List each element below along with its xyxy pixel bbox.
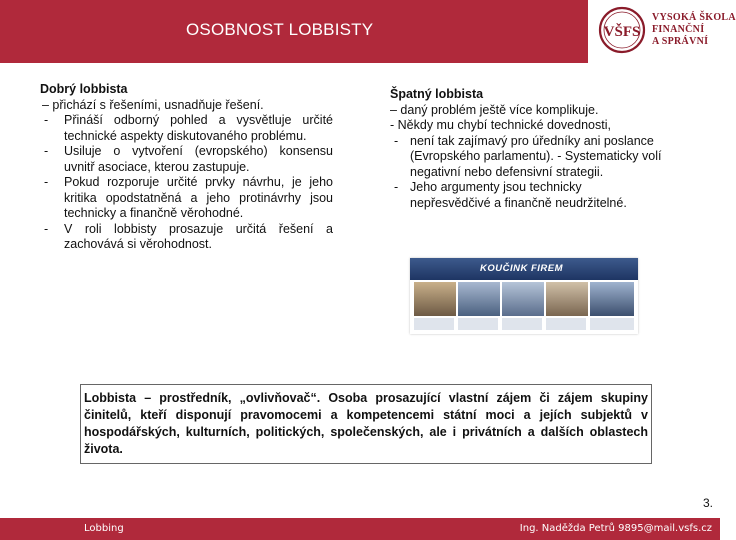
logo-line-3: A SPRÁVNÍ bbox=[652, 36, 709, 47]
school-logo bbox=[594, 4, 736, 60]
vsfs-logo-mark bbox=[598, 6, 646, 54]
list-item: - není tak zajímavý pro úředníky ani poslance (Evropského parlamentu). - Systematicky volí negativní nebo defensivní strategii. bbox=[390, 134, 662, 181]
image-tile bbox=[414, 282, 456, 316]
image-tile bbox=[458, 282, 500, 316]
logo-mark-text: VŠFS bbox=[603, 24, 641, 40]
logo-text bbox=[652, 12, 736, 48]
coaching-image bbox=[410, 258, 638, 334]
bad-lobbyist-section bbox=[390, 87, 662, 211]
list-item: - Pokud rozporuje určité prvky návrhu, je jeho kritika opodstatněná a jeho protinávrhy jsou technicky a finančně věrohodné. bbox=[40, 175, 333, 222]
image-banner-text: KOUČINK FIREM bbox=[480, 263, 564, 274]
image-caption-strip bbox=[502, 318, 542, 330]
good-lobbyist-heading: Dobrý lobbista bbox=[40, 82, 128, 96]
good-lobbyist-section bbox=[40, 82, 333, 253]
footer-author: Ing. Naděžda Petrů 9895@mail.vsfs.cz bbox=[519, 523, 712, 534]
definition-box: Lobbista – prostředník, „ovlivňovač“. Osoba prosazující vlastní zájem či zájem skupiny činitelů, kteří disponují pravomocemi a kompetencemi státní moci a jejích subjektů v hospodářských, kulturních, politických, společenských, ale i privátních a dalších oblastech života. bbox=[80, 384, 652, 464]
image-caption-strip bbox=[590, 318, 634, 330]
image-banner bbox=[410, 258, 638, 280]
footer-topic: Lobbing bbox=[84, 523, 124, 534]
list-item: - Jeho argumenty jsou technicky nepřesvědčivé a finančně neudržitelné. bbox=[390, 180, 662, 211]
good-lobbyist-list bbox=[40, 113, 333, 253]
bad-lobbyist-list bbox=[390, 134, 662, 212]
image-tile bbox=[590, 282, 634, 316]
logo-line-2: FINANČNÍ bbox=[652, 24, 705, 35]
list-item: - Usiluje o vytvoření (evropského) konsensu uvnitř asociace, kterou zastupuje. bbox=[40, 144, 333, 175]
bad-lobbyist-line-2: - Někdy mu chybí technické dovednosti, bbox=[390, 118, 611, 132]
good-lobbyist-intro: – přichází s řešeními, usnadňuje řešení. bbox=[42, 97, 264, 112]
list-item: - Přináší odborný pohled a vysvětluje určité technické aspekty diskutovaného problému. bbox=[40, 113, 333, 144]
page-number: 3. bbox=[703, 496, 714, 510]
image-tile bbox=[546, 282, 588, 316]
footer-bar bbox=[0, 518, 720, 540]
image-caption-strip bbox=[458, 318, 498, 330]
image-tile bbox=[502, 282, 544, 316]
list-item: - V roli lobbisty prosazuje určitá řešení a zachovává si věrohodnost. bbox=[40, 222, 333, 253]
bad-lobbyist-heading: Špatný lobbista bbox=[390, 87, 484, 101]
bad-lobbyist-intro: – daný problém ještě více komplikuje. bbox=[390, 102, 599, 117]
image-caption-strip bbox=[414, 318, 454, 330]
logo-line-1: VYSOKÁ ŠKOLA bbox=[652, 12, 736, 23]
title-bar bbox=[0, 0, 588, 63]
image-caption-strip bbox=[546, 318, 586, 330]
page-title: OSOBNOST LOBBISTY bbox=[186, 20, 374, 39]
